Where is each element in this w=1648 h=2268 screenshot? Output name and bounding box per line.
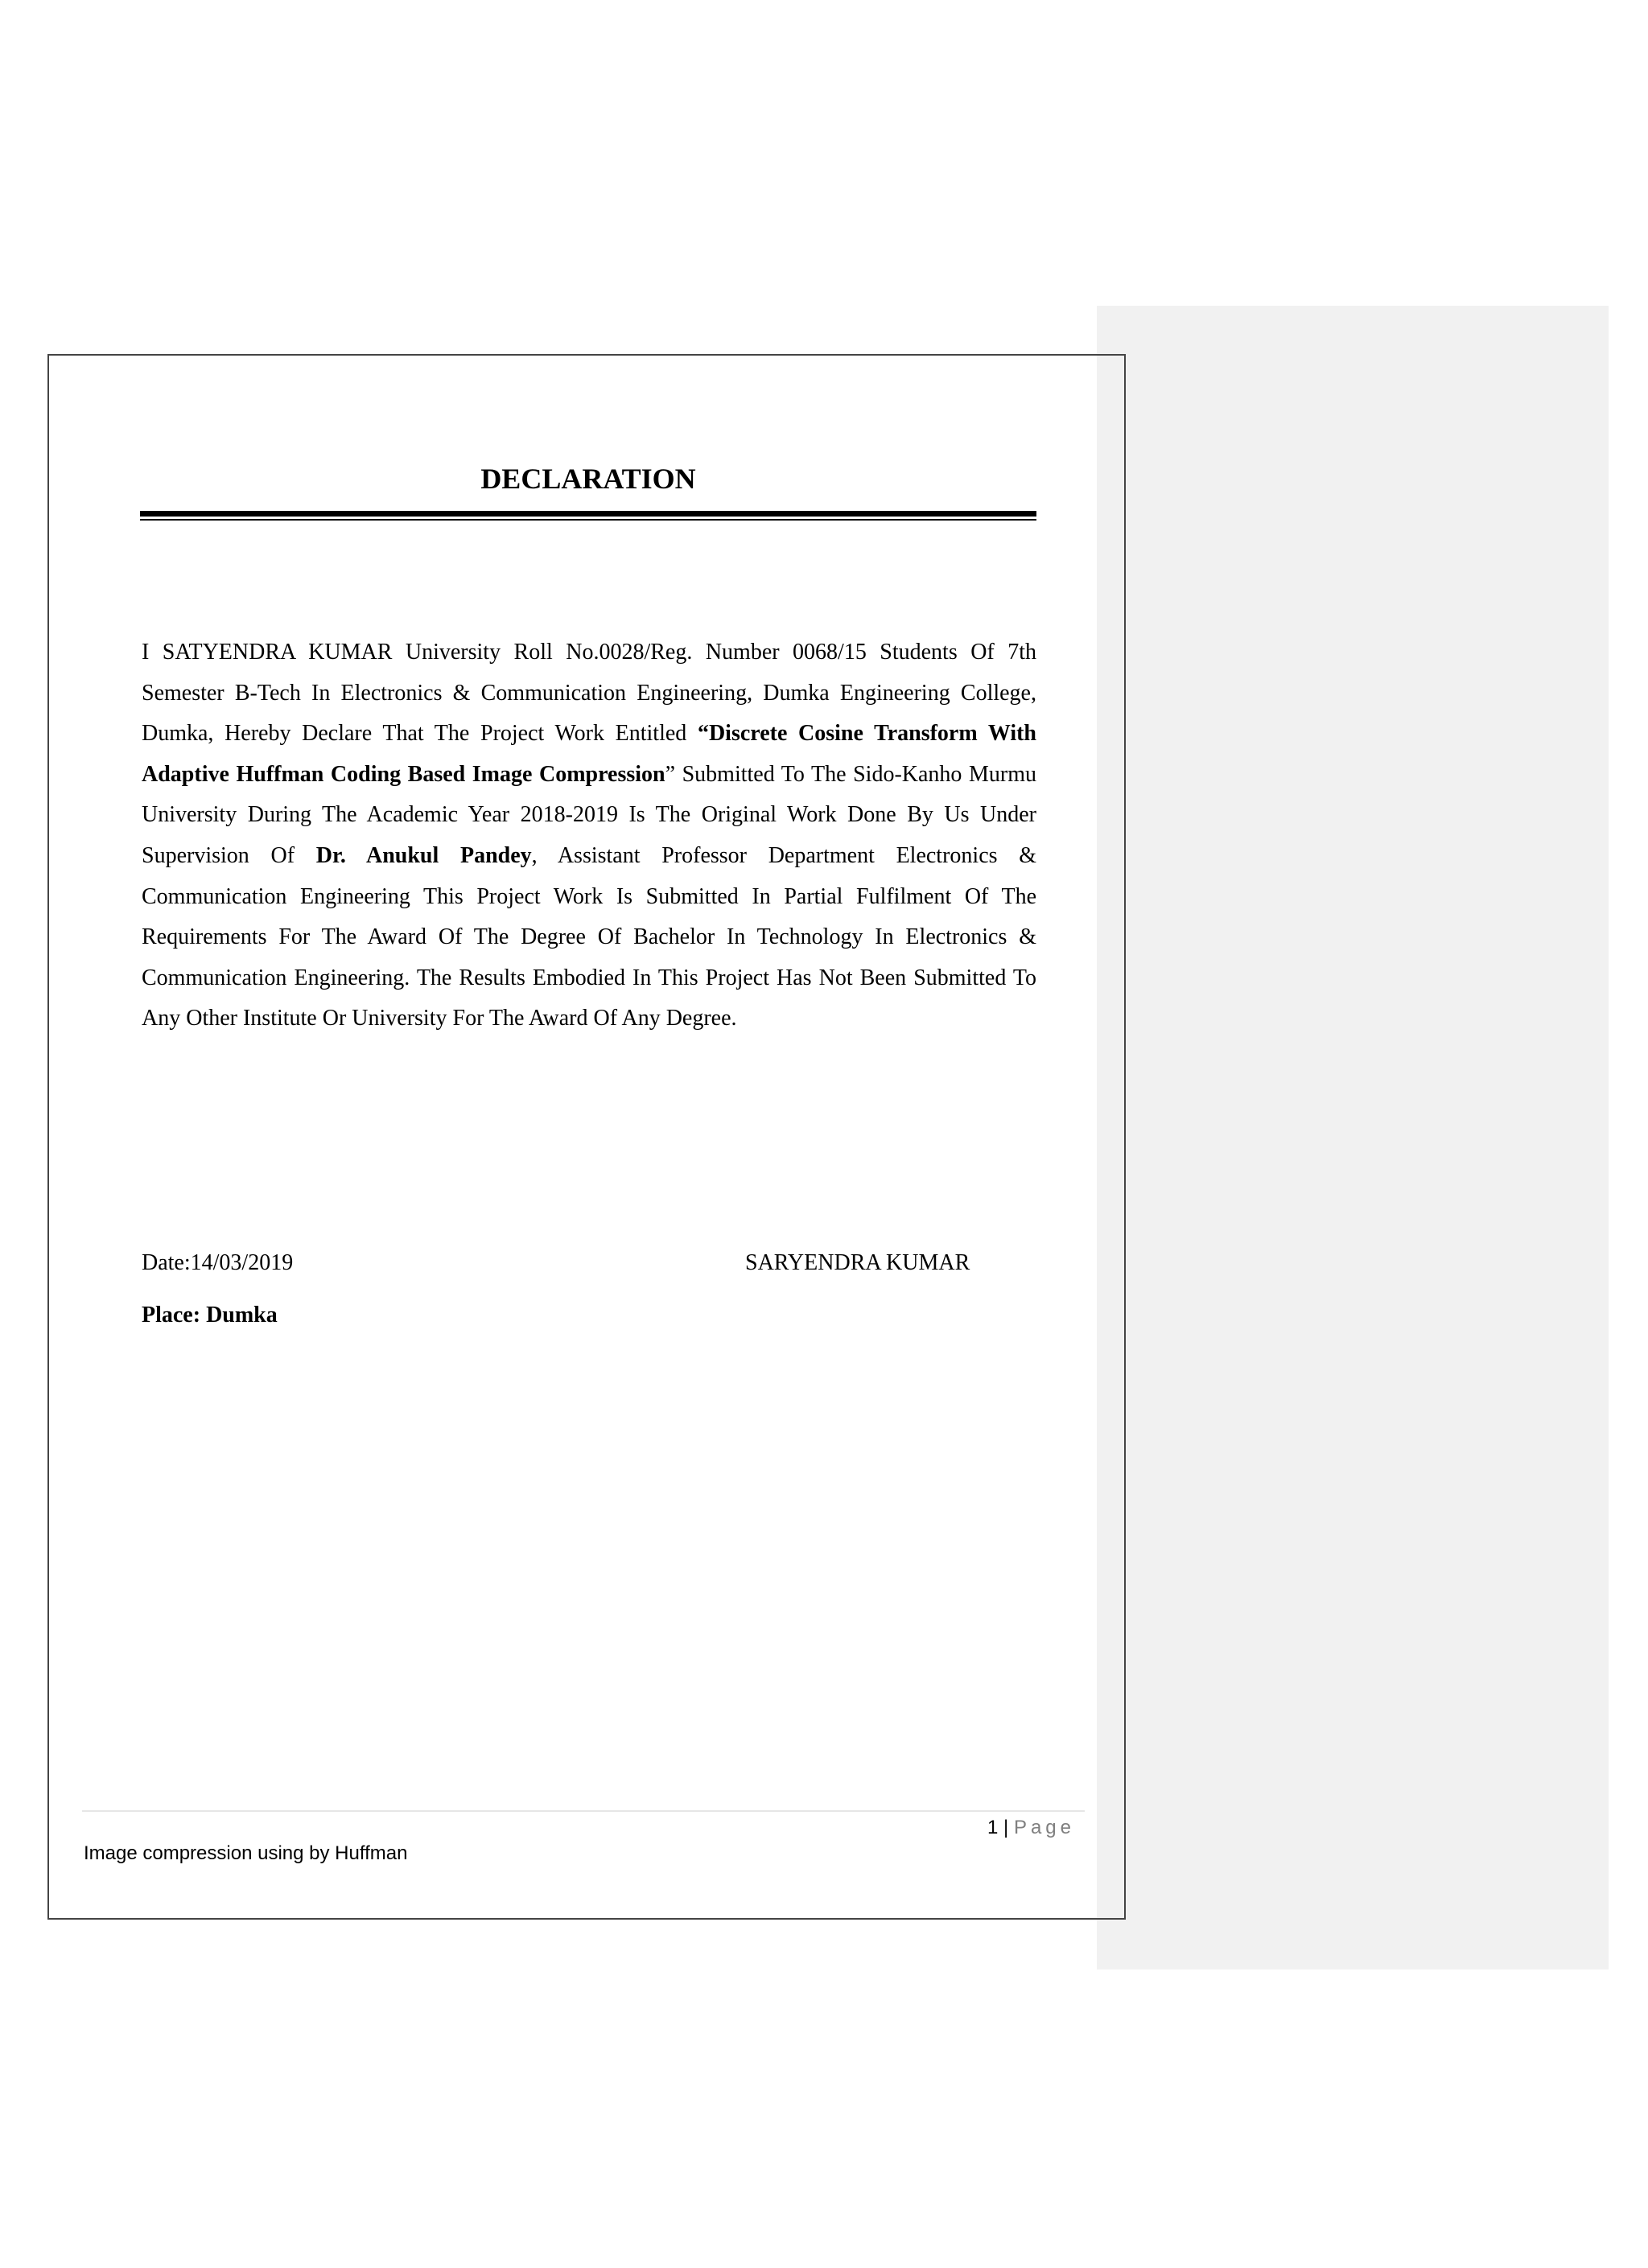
paragraph-part-2: ” Submitted To The Sido-Kanho Murmu University During The Academic Year 2018-2019 Is The Original Work Done By Us Under Supervision Of [142,761,1036,868]
paragraph-part-1: I SATYENDRA KUMAR University Roll No.0028/Reg. Number 0068/15 Students Of 7th Semester B-Tech In Electronics & Communication Engineering, Dumka Engineering College, Dumka, Hereby Declare That The Project Work Entitled [142,640,1036,747]
declaration-paragraph [142,632,1036,1039]
title-underline-thick [140,511,1036,517]
page-title: DECLARATION [480,463,696,495]
signatory-name: SARYENDRA KUMAR [745,1250,970,1275]
page-number [987,1815,1075,1841]
supervisor-name: Dr. Anukul Pandey [315,842,532,868]
page-number-separator: | [998,1817,1014,1838]
declaration-date: Date:14/03/2019 [142,1250,294,1275]
page-frame [47,354,1126,1920]
comment-pane [1097,306,1609,1970]
footer-running-title: Image compression using by Huffman [84,1842,408,1864]
declaration-place: Place: Dumka [142,1303,278,1327]
footer-divider [82,1810,1085,1812]
page-number-value: 1 [987,1817,999,1838]
project-title: “Discrete Cosine Transform With Adaptive Huffman Coding Based Image Compression [142,721,1036,787]
title-underline-thin [140,519,1036,521]
paragraph-part-3: , Assistant Professor Department Electronics & Communication Engineering This Project Work Is Submitted In Partial Fulfilment Of The Requirements For The Award Of The Degree Of Bachelor In Technology In Electronics & Communication Engineering. The Results Embodied In This Project Has Not Been Submitted To Any Other Institute Or University For The Award Of Any Degree. [142,842,1037,1031]
page-label: Page [1013,1817,1075,1838]
